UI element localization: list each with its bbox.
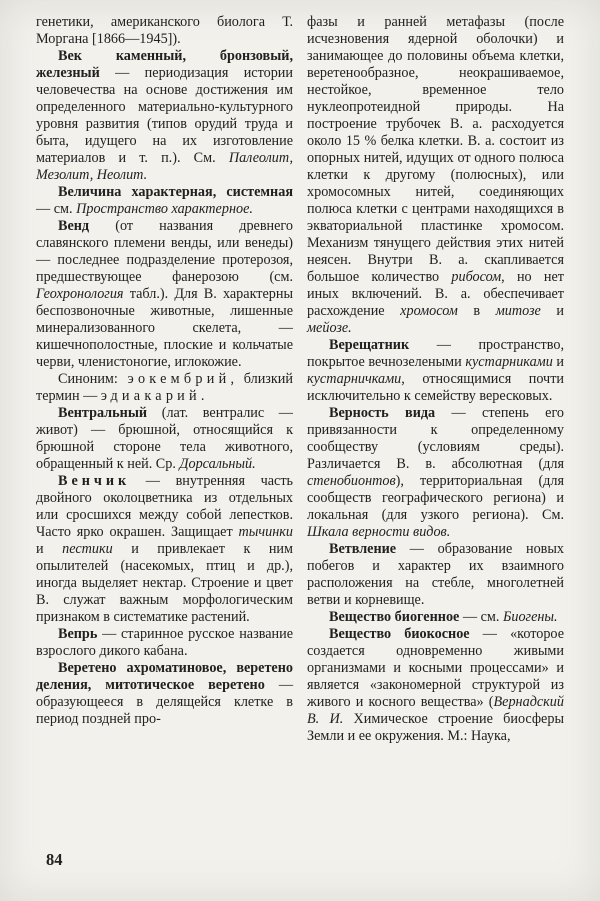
paragraph <box>36 660 293 728</box>
text-segment: и <box>552 354 565 370</box>
text-segment: Век каменный, бронзовый, железный <box>36 48 293 81</box>
text-segment: табл.). Для В. характерны беспозвоночные животные, лишенные минерализованного скелета, — кишечнополостные, плоские и кольчатые черви, членистоногие, иглокожие. <box>36 286 293 370</box>
left-column <box>36 14 293 745</box>
paragraph <box>307 626 564 745</box>
text-segment: Химическое строение биосферы Земли и ее окружения. М.: Наука, <box>307 711 564 744</box>
text-segment: Шкала верности видов. <box>307 524 451 540</box>
text-segment: — см. <box>36 201 77 217</box>
paragraph <box>307 541 564 609</box>
text-segment: Ветвление <box>329 541 397 557</box>
text-segment: фазы и ранней метафазы (после исчезновения ядерной оболочки) и занимающее до половины объема клетки, веретенообразное, неокрашиваемое, нестойкое, временное тело нуклеопротеидной природы. На построение трубочек В. а. расходуется около 15 % белка клетки. В. а. состоит из опорных нитей, идущих от одного полюса клетки к другому (полюсных), или хромосомных нитей, соединяющих полюса клетки с центрами находящихся в экваториальной пластинке хромосом. Механизм тянущего действия этих нитей неясен. Внутри В. а. скапливается большое количество <box>307 14 564 285</box>
text-segment: ), территориальная (для сообществ географического региона) и локальная (для узкого региона). См. <box>307 473 564 523</box>
text-segment: — образование новых побегов и характер их взаимного расположения на стебле, многолетней ветви и корневище. <box>307 541 564 608</box>
text-segment: мейозе. <box>307 320 352 336</box>
text-segment: Верность вида <box>329 405 436 421</box>
paragraph <box>307 609 564 626</box>
text-segment: хромосом <box>400 303 458 319</box>
text-segment: (лат. вентралис — живот) — брюшной, относящийся к брюшной стороне тела животного, обращенный к ней. Ср. <box>36 405 293 472</box>
text-segment: Синоним: <box>58 371 128 387</box>
text-segment: — периодизация истории человечества на основе достижения им определенного материально-культурного уровня развития (типов орудий труда и быта, идущего на их изготовление материалов и т. п.). См. <box>36 65 293 166</box>
text-segment: . <box>200 388 205 404</box>
text-segment: , относящимися почти исключительно к семейству вересковых. <box>307 371 564 404</box>
text-segment: — пространство, покрытое вечнозелеными <box>307 337 564 370</box>
text-segment: кустарничками <box>307 371 402 387</box>
text-segment: Венд <box>58 218 90 234</box>
paragraph <box>36 405 293 473</box>
text-segment: стенобионтов <box>307 473 396 489</box>
paragraph <box>36 371 293 405</box>
text-segment: рибосом <box>451 269 502 285</box>
text-segment: и <box>540 303 564 319</box>
text-segment: Вепрь <box>58 626 98 642</box>
text-segment: Верещатник <box>329 337 410 353</box>
text-segment: Вентральный <box>58 405 148 421</box>
text-segment: — «которое создается одновременно живыми организмами и косными процессами» и является «закономерной структурой из живого и косного вещества» ( <box>307 626 564 710</box>
text-segment: генетики, американского биолога Т. Моргана [1866—1945]). <box>36 14 293 47</box>
page-number: 84 <box>46 850 63 869</box>
text-segment: эокембрий <box>127 371 231 387</box>
paragraph <box>36 473 293 626</box>
text-segment: , но нет иных включений. В. а. обеспечивает расхождение <box>307 269 564 319</box>
text-segment: — старинное русское название взрослого дикого кабана. <box>36 626 293 659</box>
text-segment: Биогены. <box>503 609 558 625</box>
paragraph <box>307 405 564 541</box>
text-segment: Вещество биокосное <box>329 626 470 642</box>
text-segment: Геохронология <box>36 286 124 302</box>
paragraph <box>36 626 293 660</box>
paragraph <box>307 14 564 337</box>
text-segment: (от названия древнего славянского племени венды, или венеды) — последнее подразделение протерозоя, предшествующее фанерозою (см. <box>36 218 293 285</box>
right-column <box>307 14 564 745</box>
text-segment: тычинки <box>238 524 293 540</box>
paragraph <box>36 14 293 48</box>
text-segment: митозе <box>495 303 541 319</box>
text-segment: — см. <box>459 609 503 625</box>
text-segment: кустарниками <box>465 354 553 370</box>
text-segment: и <box>36 541 63 557</box>
paragraph <box>307 337 564 405</box>
text-segment: Венчик <box>58 473 131 489</box>
paragraph <box>36 184 293 218</box>
text-segment: Вернадский В. И. <box>307 694 564 727</box>
text-segment: Веретено ахроматиновое, веретено деления, митотическое веретено <box>36 660 293 693</box>
text-segment: Дорсальный. <box>179 456 256 472</box>
text-segment: , близкий термин — <box>36 371 293 404</box>
text-segment: в <box>457 303 496 319</box>
text-segment: Пространство характерное. <box>76 201 253 217</box>
text-segment: эдиакарий <box>100 388 201 404</box>
paragraph <box>36 218 293 371</box>
text-segment: пестики <box>62 541 113 557</box>
paragraph <box>36 48 293 184</box>
text-segment: и привлекает к ним опылителей (насекомых, птиц и др.), иногда выделяет нектар. Строение и цвет В. служат важным морфологическим признаком в систематике растений. <box>36 541 294 625</box>
text-segment: Палеолит, Мезолит, Неолит. <box>36 150 293 183</box>
text-segment: Вещество биогенное <box>329 609 460 625</box>
text-area <box>36 14 564 745</box>
text-segment: Величина характерная, системная <box>58 184 293 200</box>
text-segment: — степень его привязанности к определенному сообществу (условиям среды). Различается В. в. абсолютная (для <box>307 405 565 472</box>
text-segment: — образующееся в делящейся клетке в период поздней про- <box>36 677 293 727</box>
text-segment: — внутренняя часть двойного околоцветника из отдельных или сросшихся между собой лепестков. Часто ярко окрашен. Защищает <box>36 473 293 540</box>
